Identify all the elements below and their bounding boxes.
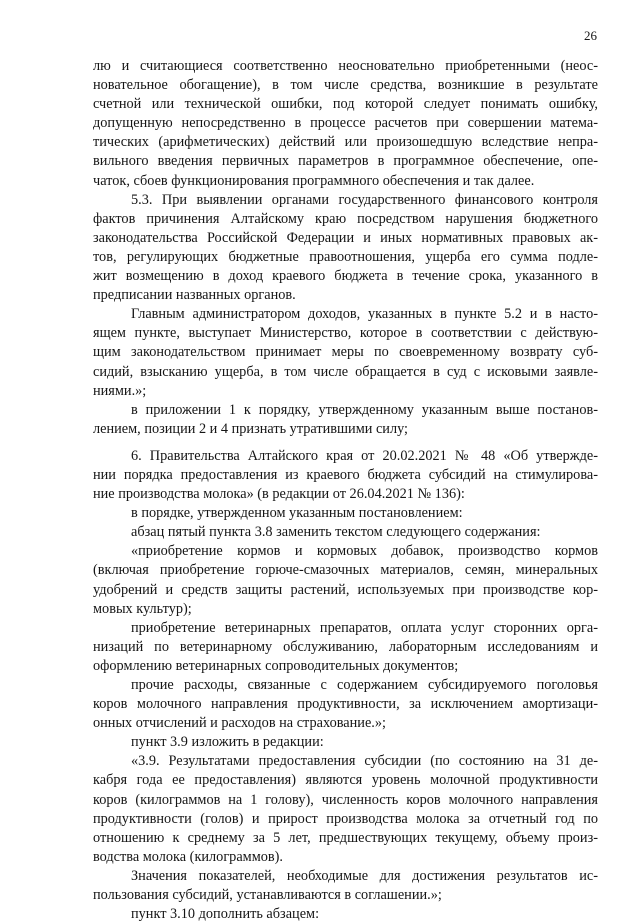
text-line: щим законодательством принимает меры по своевременному возврату суб- <box>93 344 598 361</box>
paragraph <box>93 752 598 867</box>
text-line: предписании названных органов. <box>93 287 296 304</box>
text-line: прочие расходы, связанные с содержанием субсидируемого поголовья <box>131 677 598 693</box>
text-line: «3.9. Результатами предоставления субсидии (по состоянию на 31 де- <box>131 753 598 770</box>
text-line: ние производства молока» (в редакции от 26.04.2021 № 136): <box>93 486 465 503</box>
text-line: сидий, взысканию ущерба, в том числе обращается в суд с исковыми заявле- <box>93 363 598 380</box>
text-line: продуктивности (голов) и прирост производства молока за отчетный год по <box>93 810 598 827</box>
paragraph <box>93 905 598 924</box>
text-line: в порядке, утвержденном указанным постановлением: <box>131 505 463 522</box>
paragraph <box>93 733 598 752</box>
text-line: нии порядка предоставления из краевого бюджета субсидий на стимулирова- <box>93 466 598 483</box>
text-line: жит возмещению в доход краевого бюджета в течение срока, указанного в <box>93 268 598 285</box>
text-line: вильного введения первичных параметров в программное обеспечение, опе- <box>93 153 598 170</box>
paragraph <box>93 447 598 504</box>
paragraph <box>93 523 598 542</box>
text-line: допущенную непосредственно в процессе расчетов при совершении матема- <box>93 115 598 132</box>
paragraph <box>93 191 598 306</box>
text-line: в приложении 1 к порядку, утвержденному указанным выше постанов- <box>131 401 598 418</box>
text-line: отношению к среднему за 5 лет, предшествующих текущему, объему произ- <box>93 829 598 846</box>
text-line: счетной или технической ошибки, под которой следует понимать ошибку, <box>93 96 598 113</box>
text-line: тических (арифметических) действий или произошедшую вследствие непра- <box>93 134 598 151</box>
text-line: (включая приобретение горюче-смазочных материалов, семян, минеральных <box>93 562 598 579</box>
text-line: «приобретение кормов и кормовых добавок, производство кормов <box>131 543 598 560</box>
text-line: онных отчислений и расходов на страхование.»; <box>93 715 386 732</box>
text-line: ниями.»; <box>93 382 147 399</box>
text-line: законодательства Российской Федерации и иных нормативных правовых ак- <box>93 229 598 246</box>
text-line: тов, регулирующих бюджетные правоотношения, ущерба его сумма подле- <box>93 248 598 265</box>
document-body <box>93 57 598 924</box>
paragraph <box>93 542 598 618</box>
text-line: кабря года ее предоставления) являются уровень молочной продуктивности <box>93 772 598 789</box>
paragraph <box>93 676 598 733</box>
text-line: фактов причинения Алтайскому краю посредством нарушения бюджетного <box>93 210 598 227</box>
text-line: мовых культур); <box>93 600 192 617</box>
text-line: водства молока (килограммов). <box>93 848 284 865</box>
paragraph <box>93 619 598 676</box>
text-line: низаций по ветеринарному обслуживанию, лабораторным исследованиям и <box>93 638 598 655</box>
text-line: Главным администратором доходов, указанных в пункте 5.2 и в насто- <box>131 306 598 323</box>
paragraph-gap <box>93 439 598 447</box>
text-line: пользования субсидий, устанавливаются в соглашении.»; <box>93 887 442 904</box>
text-line: удобрений и средств защиты растений, используемых при производстве кор- <box>93 581 598 598</box>
text-line: 6. Правительства Алтайского края от 20.02.2021 № 48 «Об утвержде- <box>131 447 598 464</box>
text-line: оформлению ветеринарных сопроводительных документов; <box>93 657 459 674</box>
text-line: пункт 3.9 изложить в редакции: <box>131 734 324 751</box>
text-line: 5.3. При выявлении органами государственного финансового контроля <box>131 191 598 208</box>
paragraph <box>93 504 598 523</box>
paragraph <box>93 305 598 400</box>
text-line: Значения показателей, необходимые для достижения результатов ис- <box>131 867 598 884</box>
text-line: ящем пункте, выступает Министерство, которое в соответствии с действую- <box>93 325 598 342</box>
paragraph <box>93 57 598 191</box>
text-line: пункт 3.10 дополнить абзацем: <box>131 906 320 923</box>
text-line: чаток, сбоев функционирования программного обеспечения и так далее. <box>93 172 535 189</box>
text-line: приобретение ветеринарных препаратов, оплата услуг сторонних орга- <box>131 619 598 636</box>
text-line: лением, позиции 2 и 4 признать утратившими силу; <box>93 420 409 437</box>
text-line: коров молочного направления продуктивности, за исключением амортизаци- <box>93 696 598 713</box>
paragraph <box>93 867 598 905</box>
text-line: лю и считающиеся соответственно неосновательно приобретенными (неос- <box>93 58 598 74</box>
text-line: коров (килограммов на 1 голову), численность коров молочного направления <box>93 791 598 808</box>
text-line: абзац пятый пункта 3.8 заменить текстом следующего содержания: <box>131 524 541 541</box>
text-line: новательное обогащение), в том числе средства, возникшие в результате <box>93 77 598 94</box>
paragraph <box>93 401 598 439</box>
page-number: 26 <box>584 28 597 43</box>
